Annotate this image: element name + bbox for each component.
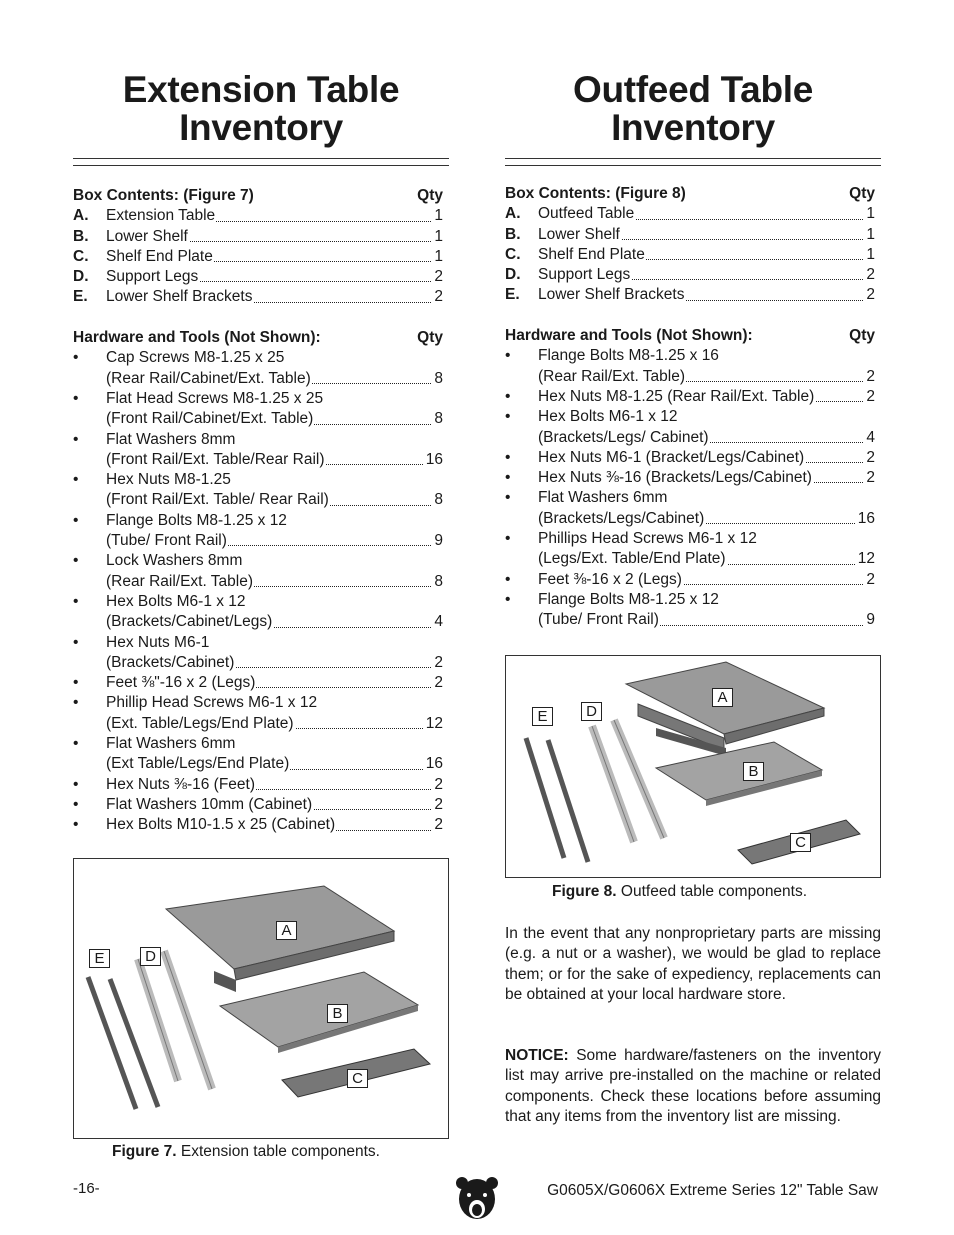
bullet-icon: • [73, 349, 79, 367]
hardware-item: • Hex Bolts M6-1 x 12 [73, 592, 443, 612]
figure-label: D [140, 947, 161, 966]
replacement-paragraph: In the event that any nonproprietary parts are missing (e.g. a nut or a washer), we would be glad to replace them; or for the sake of expediency, replacements can be obtained at your local hardware store. [505, 925, 881, 1003]
box-item: B. Lower Shelf 1 [73, 227, 443, 247]
hardware-item-detail [73, 450, 443, 470]
leader-line: Lower Shelf 1 [538, 225, 875, 245]
figure-label: A [712, 688, 733, 707]
bullet-icon: • [73, 430, 79, 448]
leader-line: (Ext. Table/Legs/End Plate) 12 [106, 714, 443, 734]
leader-line: Lower Shelf Brackets 2 [106, 287, 443, 307]
figure-8-image [505, 655, 881, 878]
model-name: G0605X/G0606X Extreme Series 12" Table Saw [547, 1182, 878, 1199]
figure-7-image [73, 858, 449, 1139]
hardware-item: • Flange Bolts M8-1.25 x 12 [73, 511, 443, 531]
hardware-item: • Flange Bolts M8-1.25 x 16 [505, 346, 875, 366]
hardware-item [73, 775, 443, 795]
leader-line: Shelf End Plate 1 [538, 245, 875, 265]
hardware-item-detail [73, 572, 443, 592]
leader-line: (Rear Rail/Ext. Table) 2 [538, 367, 875, 387]
bullet-icon: • [505, 387, 511, 405]
bullet-icon: • [505, 347, 511, 365]
hardware-item-detail [505, 610, 875, 630]
bullet-icon: • [73, 389, 79, 407]
leader-line: (Ext Table/Legs/End Plate) 16 [106, 754, 443, 774]
figure-label: B [327, 1004, 348, 1023]
outfeed-title: Outfeed Table Inventory [572, 69, 814, 148]
bullet-icon: • [505, 408, 511, 426]
bullet-icon: • [73, 795, 79, 813]
outfeed-components-illustration [506, 656, 880, 877]
box-item: A. Extension Table 1 [73, 206, 443, 226]
leader-line: (Brackets/Cabinet) 2 [106, 653, 443, 673]
leader-line: (Tube/ Front Rail) 9 [106, 531, 443, 551]
leader-line: Feet ⅜-16 x 2 (Legs) 2 [538, 570, 875, 590]
box-contents-header: Box Contents: (Figure 7) Qty [73, 187, 443, 204]
hardware-item-detail [73, 531, 443, 551]
extension-table-column [73, 0, 449, 1235]
hardware-item [505, 387, 875, 407]
hardware-header: Hardware and Tools (Not Shown): Qty [73, 329, 443, 347]
hardware-item-detail [505, 367, 875, 387]
figure-label: D [581, 702, 602, 721]
hardware-item [505, 570, 875, 590]
bullet-icon: • [505, 489, 511, 507]
bullet-icon: • [505, 590, 511, 608]
bullet-icon: • [73, 633, 79, 651]
hardware-item: • Hex Nuts M8-1.25 [73, 470, 443, 490]
hardware-item: • Phillips Head Screws M6-1 x 12 [505, 529, 875, 549]
bullet-icon: • [73, 735, 79, 753]
leader-line: (Legs/Ext. Table/End Plate) 12 [538, 549, 875, 569]
leader-line: Extension Table 1 [106, 206, 443, 226]
box-item: A. Outfeed Table 1 [505, 204, 875, 224]
leader-line: Hex Nuts ⅜-16 (Feet) 2 [106, 775, 443, 795]
leader-line: (Brackets/Legs/ Cabinet) 4 [538, 428, 875, 448]
leader-line: Outfeed Table 1 [538, 204, 875, 224]
leader-line: Feet ⅜"-16 x 2 (Legs) 2 [106, 673, 443, 693]
box-item: D. Support Legs 2 [505, 265, 875, 285]
leader-line: Hex Nuts M6-1 (Bracket/Legs/Cabinet) 2 [538, 448, 875, 468]
figure-label: E [532, 707, 553, 726]
hardware-item-detail [73, 409, 443, 429]
leader-line: (Brackets/Cabinet/Legs) 4 [106, 612, 443, 632]
extension-title: Extension Table Inventory [122, 69, 400, 148]
leader-line: (Front Rail/Ext. Table/Rear Rail) 16 [106, 450, 443, 470]
figure-label: C [790, 833, 811, 852]
figure-label: A [276, 921, 297, 940]
box-item: E. Lower Shelf Brackets 2 [505, 285, 875, 305]
bullet-icon: • [505, 469, 511, 487]
bullet-icon: • [505, 448, 511, 466]
leader-line: (Rear Rail/Ext. Table) 8 [106, 572, 443, 592]
bullet-icon: • [73, 471, 79, 489]
leader-line: (Front Rail/Ext. Table/ Rear Rail) 8 [106, 490, 443, 510]
bear-head-logo-icon [456, 1175, 498, 1223]
hardware-item [505, 468, 875, 488]
hardware-item: • Flat Washers 8mm [73, 430, 443, 450]
hardware-item-detail [73, 490, 443, 510]
box-item: C. Shelf End Plate 1 [505, 245, 875, 265]
hardware-header: Hardware and Tools (Not Shown): Qty [505, 327, 875, 345]
box-contents-header: Box Contents: (Figure 8) Qty [505, 185, 875, 202]
hardware-item: • Hex Bolts M6-1 x 12 [505, 407, 875, 427]
figure-7-caption: Figure 7. Extension table components. [112, 1143, 380, 1160]
leader-line: Flat Washers 10mm (Cabinet) 2 [106, 795, 443, 815]
box-item: E. Lower Shelf Brackets 2 [73, 287, 443, 307]
bullet-icon: • [73, 552, 79, 570]
hardware-item: • Cap Screws M8-1.25 x 25 [73, 348, 443, 368]
extension-inventory-list [73, 186, 443, 836]
hardware-item-detail [73, 754, 443, 774]
hardware-item [73, 815, 443, 835]
notice-paragraph: NOTICE: Some hardware/fasteners on the inventory list may arrive pre-installed on the machine or related components. Check these locations before assuming that any items from the inventory list are missing. [505, 1047, 881, 1125]
leader-line: (Front Rail/Cabinet/Ext. Table) 8 [106, 409, 443, 429]
bullet-icon: • [73, 674, 79, 692]
figure-label: E [89, 949, 110, 968]
leader-line: Shelf End Plate 1 [106, 247, 443, 267]
bullet-icon: • [73, 511, 79, 529]
leader-line: Hex Nuts ⅜-16 (Brackets/Legs/Cabinet) 2 [538, 468, 875, 488]
figure-8-caption: Figure 8. Outfeed table components. [552, 883, 808, 900]
hardware-item: • Flat Washers 6mm [73, 734, 443, 754]
figure-label: C [347, 1069, 368, 1088]
leader-line: Hex Bolts M10-1.5 x 25 (Cabinet) 2 [106, 815, 443, 835]
hardware-item-detail [505, 549, 875, 569]
leader-line: Hex Nuts M8-1.25 (Rear Rail/Ext. Table) 2 [538, 387, 875, 407]
hardware-item: • Flat Washers 6mm [505, 488, 875, 508]
hardware-item [73, 795, 443, 815]
leader-line: (Rear Rail/Cabinet/Ext. Table) 8 [106, 369, 443, 389]
page-number: -16- [73, 1180, 100, 1197]
leader-line: Support Legs 2 [106, 267, 443, 287]
leader-line: Lower Shelf Brackets 2 [538, 285, 875, 305]
bullet-icon: • [505, 530, 511, 548]
hardware-item: • Flange Bolts M8-1.25 x 12 [505, 590, 875, 610]
bullet-icon: • [73, 694, 79, 712]
bullet-icon: • [73, 816, 79, 834]
hardware-item-detail [73, 714, 443, 734]
leader-line: (Brackets/Legs/Cabinet) 16 [538, 509, 875, 529]
box-item: B. Lower Shelf 1 [505, 225, 875, 245]
leader-line: (Tube/ Front Rail) 9 [538, 610, 875, 630]
box-item: C. Shelf End Plate 1 [73, 247, 443, 267]
title-rule [505, 158, 881, 166]
hardware-item: • Lock Washers 8mm [73, 551, 443, 571]
hardware-item-detail [73, 369, 443, 389]
leader-line: Lower Shelf 1 [106, 227, 443, 247]
figure-label: B [743, 762, 764, 781]
hardware-item-detail [505, 428, 875, 448]
title-rule [73, 158, 449, 166]
outfeed-table-column [505, 0, 881, 1235]
extension-components-illustration [74, 859, 448, 1138]
bullet-icon: • [73, 592, 79, 610]
bullet-icon: • [505, 570, 511, 588]
hardware-item-detail [73, 612, 443, 632]
bullet-icon: • [73, 775, 79, 793]
hardware-item [505, 448, 875, 468]
hardware-item: • Flat Head Screws M8-1.25 x 25 [73, 389, 443, 409]
hardware-item-detail [505, 509, 875, 529]
leader-line: Support Legs 2 [538, 265, 875, 285]
outfeed-inventory-list [505, 184, 875, 631]
box-item: D. Support Legs 2 [73, 267, 443, 287]
hardware-item: • Hex Nuts M6-1 [73, 633, 443, 653]
hardware-item: • Phillip Head Screws M6-1 x 12 [73, 693, 443, 713]
hardware-item-detail [73, 653, 443, 673]
hardware-item [73, 673, 443, 693]
